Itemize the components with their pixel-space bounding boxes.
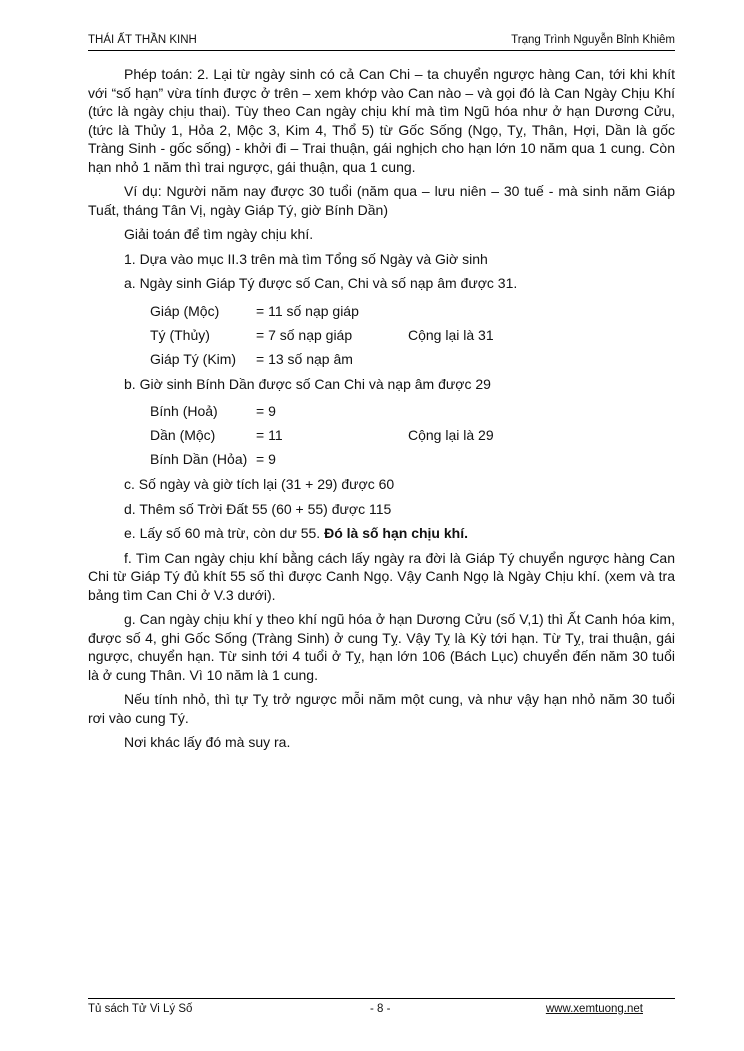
table-row bbox=[150, 323, 675, 347]
row-value: = 7 số nạp giáp bbox=[256, 326, 353, 343]
step-e-emphasis: Đó là số hạn chịu khí. bbox=[324, 525, 468, 541]
paragraph-step-g: g. Can ngày chịu khí y theo khí ngũ hóa ở hạn Dương Cửu (số V,1) thì Ất Canh hóa kim, được số 4, ghi Gốc Sống (Tràng Sinh) ở cung Tỵ. Vậy Tỵ là Kỳ tới hạn. Từ Tỵ, trai thuận, gái ngược, chuyển hạn. Từ sinh tới 4 tuổi ở Tỵ, hạn lớn 106 (Bách Lục) chuyển đến năm 30 tuổi là ở cung Thân. Vì 10 năm là 1 cung. bbox=[88, 611, 675, 683]
row-value: = 9 bbox=[256, 451, 276, 467]
paragraph-small-cycle: Nếu tính nhỏ, thì tự Tỵ trở ngược mỗi năm một cung, và như vậy hạn nhỏ năm 30 tuổi rơi vào cung Tý. bbox=[88, 691, 675, 726]
page-number: - 8 - bbox=[370, 1003, 391, 1015]
paragraph-step-e bbox=[124, 524, 675, 543]
row-name: Bính Dần (Hỏa) bbox=[150, 451, 248, 467]
row-value: = 13 số nạp âm bbox=[256, 350, 353, 367]
row-value: = 9 bbox=[256, 403, 276, 419]
table-row bbox=[150, 447, 675, 471]
step-e-text: e. Lấy số 60 mà trừ, còn dư 55. bbox=[124, 525, 325, 541]
table-a bbox=[150, 299, 675, 371]
table-row bbox=[150, 299, 675, 323]
paragraph-step-a: a. Ngày sinh Giáp Tý được số Can, Chi và số nạp âm được 31. bbox=[124, 275, 518, 291]
row-name: Bính (Hoả) bbox=[150, 403, 218, 419]
paragraph-example: Ví dụ: Người năm nay được 30 tuổi (năm qua – lưu niên – 30 tuế - mà sinh năm Giáp Tuất, tháng Tân Vị, ngày Giáp Tý, giờ Bính Dần) bbox=[88, 183, 675, 218]
page-header bbox=[88, 34, 675, 51]
paragraph-step-d: d. Thêm số Trời Đất 55 (60 + 55) được 115 bbox=[124, 500, 392, 517]
row-name: Tý (Thủy) bbox=[150, 326, 210, 343]
table-row bbox=[150, 399, 675, 423]
row-name: Giáp Tý (Kim) bbox=[150, 350, 237, 367]
page-footer bbox=[88, 998, 675, 1019]
header-book-title: THÁI ẤT THẦN KINH bbox=[88, 34, 197, 46]
row-note: Cộng lại là 29 bbox=[408, 427, 494, 443]
row-name: Giáp (Mộc) bbox=[150, 302, 220, 319]
paragraph-conclusion: Nơi khác lấy đó mà suy ra. bbox=[124, 734, 291, 750]
page-content bbox=[88, 65, 675, 758]
paragraph-solution-intro: Giải toán để tìm ngày chịu khí. bbox=[124, 226, 314, 242]
footer-series: Tủ sách Tử Vi Lý Số bbox=[88, 1003, 193, 1015]
table-row bbox=[150, 423, 675, 447]
footer-website-link[interactable]: www.xemtuong.net bbox=[545, 1003, 643, 1015]
row-value: = 11 số nạp giáp bbox=[256, 302, 359, 319]
paragraph-step-b: b. Giờ sinh Bính Dần được số Can Chi và nạp âm được 29 bbox=[124, 375, 491, 392]
row-name: Dần (Mộc) bbox=[150, 427, 216, 443]
paragraph-step-c: c. Số ngày và giờ tích lại (31 + 29) được 60 bbox=[124, 476, 395, 492]
header-author: Trạng Trình Nguyễn Bỉnh Khiêm bbox=[511, 34, 675, 46]
table-row bbox=[150, 347, 675, 371]
paragraph-operation: Phép toán: 2. Lại từ ngày sinh có cả Can Chi – ta chuyển ngược hàng Can, tới khi khít với “số hạn” vừa tính được ở trên – xem khớp vào Can nào – và gọi đó là Can Ngày Chịu Khí (tức là ngày chịu thai). Tùy theo Can ngày chịu khí mà tìm Ngũ hóa như ở hạn Dương Cửu, (tức là Thủy 1, Hỏa 2, Mộc 3, Kim 4, Thổ 5) từ Gốc Sống (Ngọ, Tỵ, Thân, Hợi, Dần là gốc Tràng Sinh - gốc sống) - khởi đi – Trai thuận, gái nghịch cho hạn lớn 10 năm qua 1 cung. Còn hạn nhỏ 1 năm thì trai ngược, gái thuận, qua 1 cung. bbox=[88, 66, 675, 175]
table-b bbox=[150, 399, 675, 471]
row-note: Cộng lại là 31 bbox=[408, 326, 494, 343]
paragraph-step-f: f. Tìm Can ngày chịu khí bằng cách lấy ngày ra đời là Giáp Tý chuyển ngược hàng Can Chi từ Giáp Tý đủ khít 55 số thì được Canh Ngọ. Vậy Canh Ngọ là Ngày Chịu khí. (xem và tra bảng tìm Can Chi ở V.3 dưới). bbox=[88, 549, 675, 603]
row-value: = 11 bbox=[256, 427, 283, 443]
paragraph-step-1: 1. Dựa vào mục II.3 trên mà tìm Tổng số Ngày và Giờ sinh bbox=[124, 250, 488, 267]
